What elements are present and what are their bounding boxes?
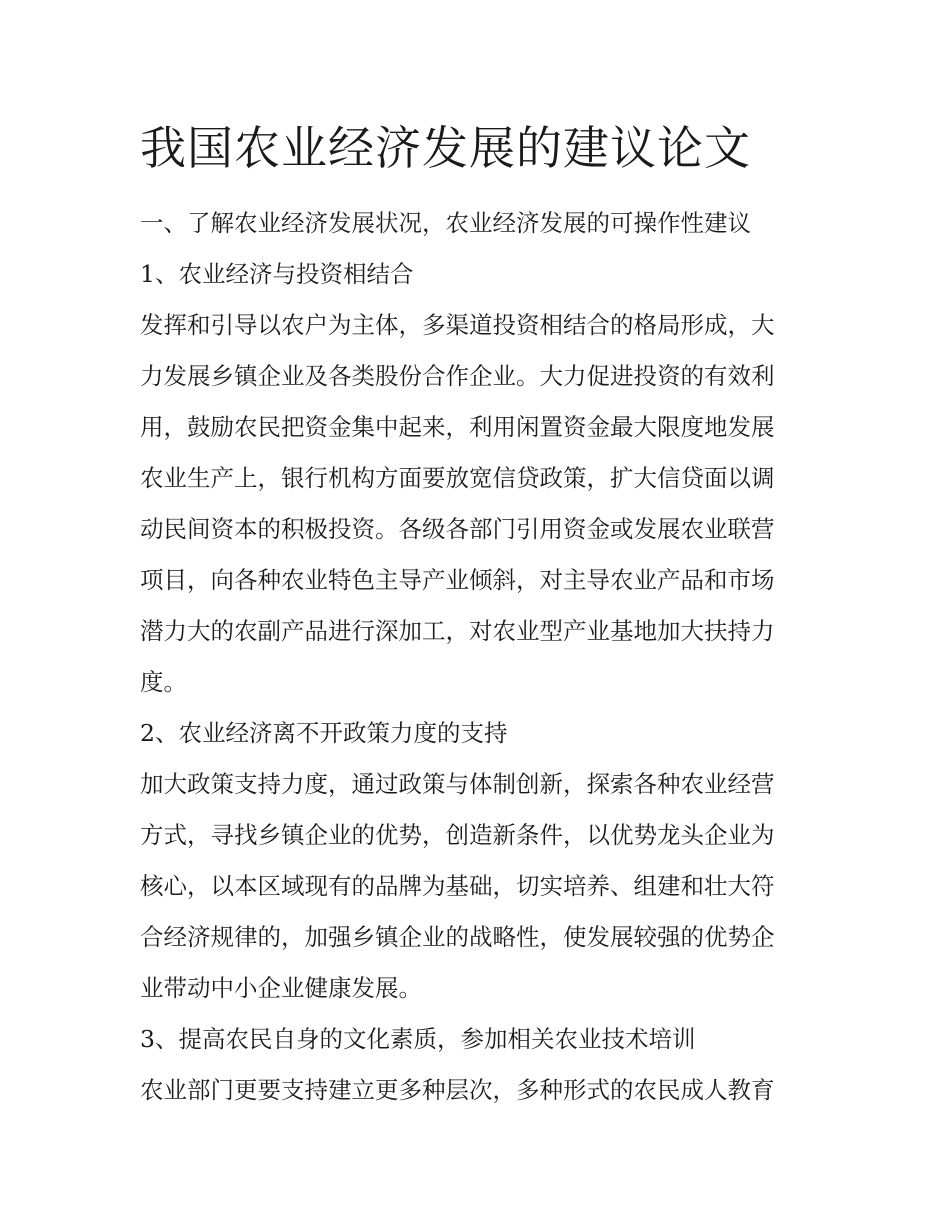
paragraph-line: 用，鼓励农民把资金集中起来，利用闲置资金最大限度地发展 [140, 413, 775, 441]
paragraph-line: 农业生产上，银行机构方面要放宽信贷政策，扩大信贷面以调 [140, 464, 775, 492]
paragraph-line: 农业部门更要支持建立更多种层次，多种形式的农民成人教育 [140, 1076, 775, 1104]
paragraph-line: 业带动中小企业健康发展。 [140, 974, 422, 1002]
paragraph-line: 项目，向各种农业特色主导产业倾斜，对主导农业产品和市场 [140, 566, 775, 594]
section-1-heading: 1、农业经济与投资相结合 [140, 260, 414, 288]
section-3 [140, 1014, 812, 1116]
paragraph-line: 方式，寻找乡镇企业的优势，创造新条件，以优势龙头企业为 [140, 821, 775, 849]
paragraph-line: 合经济规律的，加强乡镇企业的战略性，使发展较强的优势企 [140, 923, 775, 951]
section-2-heading: 2、农业经济离不开政策力度的支持 [140, 719, 508, 747]
paragraph-line: 核心，以本区域现有的品牌为基础，切实培养、组建和壮大符 [140, 872, 775, 900]
section-intro-heading: 一、了解农业经济发展状况，农业经济发展的可操作性建议 [140, 209, 751, 237]
paragraph-line: 动民间资本的积极投资。各级各部门引用资金或发展农业联营 [140, 515, 775, 543]
paragraph-line: 度。 [140, 668, 187, 696]
paragraph-line: 力发展乡镇企业及各类股份合作企业。大力促进投资的有效利 [140, 362, 775, 390]
document-title: 我国农业经济发展的建议论文 [140, 121, 751, 175]
section-1 [140, 249, 812, 708]
paragraph-line: 加大政策支持力度，通过政策与体制创新，探索各种农业经营 [140, 770, 775, 798]
paragraph-line: 发挥和引导以农户为主体，多渠道投资相结合的格局形成，大 [140, 311, 775, 339]
section-2 [140, 708, 812, 1014]
section-3-heading: 3、提高农民自身的文化素质，参加相关农业技术培训 [140, 1025, 696, 1053]
document-page [140, 112, 812, 1116]
paragraph-line: 潜力大的农副产品进行深加工，对农业型产业基地加大扶持力 [140, 617, 775, 645]
